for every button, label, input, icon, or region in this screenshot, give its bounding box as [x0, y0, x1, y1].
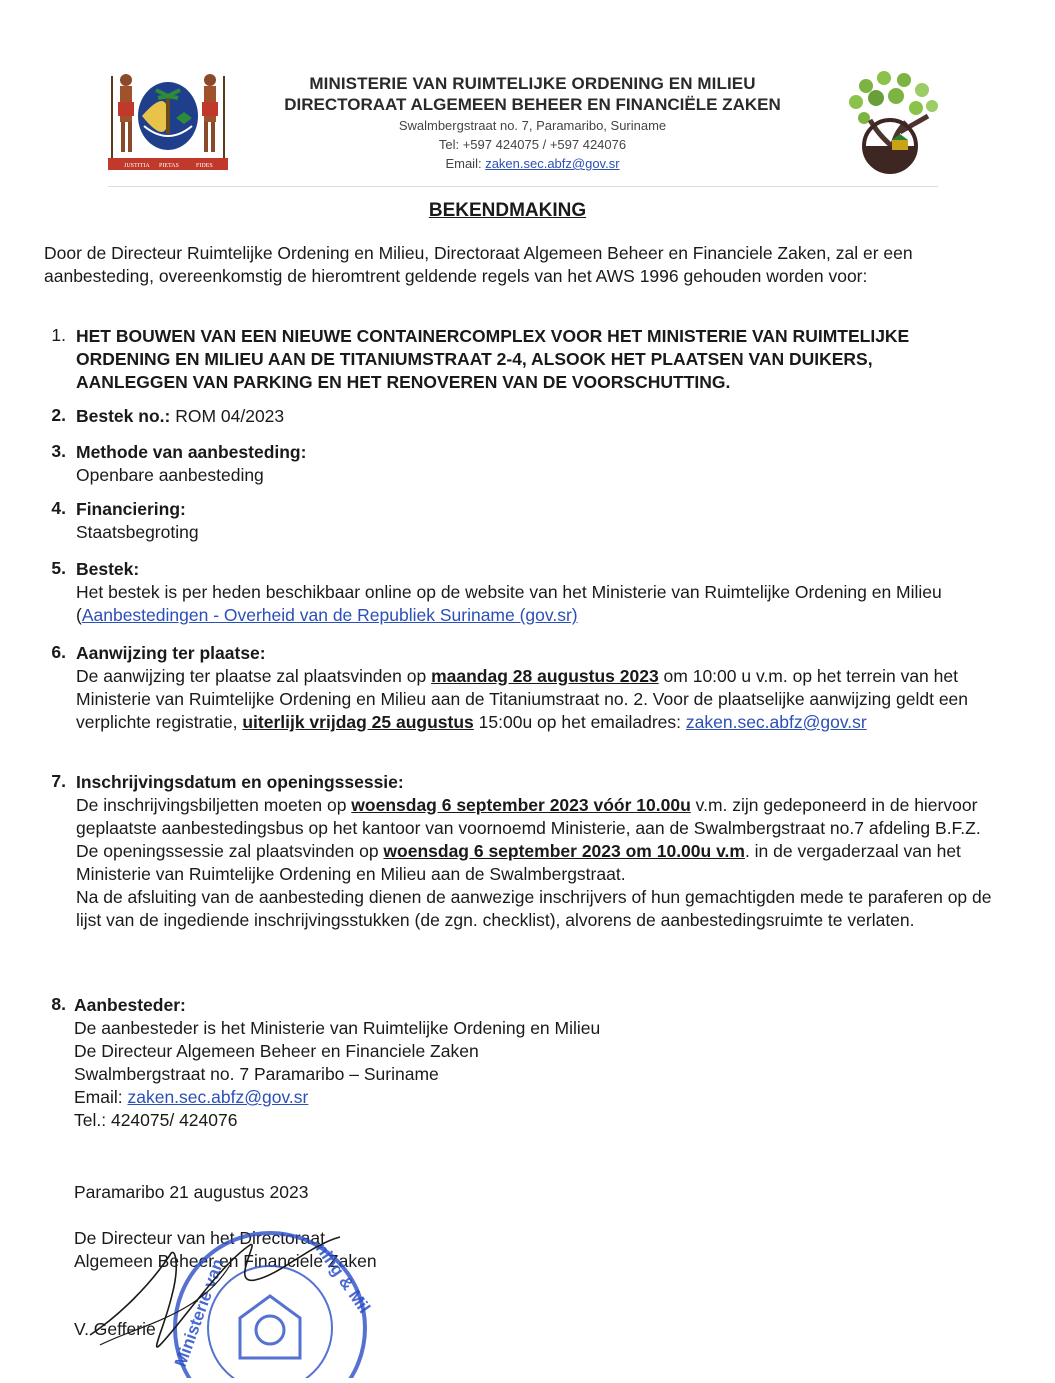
header-email-line	[255, 156, 810, 171]
item-7-text-1: De inschrijvingsbiljetten moeten op	[76, 795, 352, 815]
item-8-number: 8.	[51, 994, 66, 1014]
motto-fides: FIDES	[196, 163, 213, 169]
item-7-label: Inschrijvingsdatum en openingssessie:	[76, 772, 404, 792]
item-7-text-3: De openingssessie zal plaatsvinden op	[76, 841, 384, 861]
item-2-value: ROM 04/2023	[170, 406, 285, 426]
signature-title-1: De Directeur van het Directoraat	[74, 1228, 325, 1248]
item-6-date-2: uiterlijk vrijdag 25 augustus	[242, 712, 474, 732]
item-7-text-2: v.m. zijn gedeponeerd in de hiervoor geplaatste aanbestedingsbus op het kantoor van voornoemd Ministerie, aan de Swalmbergstraat no.7 afdeling B.F.Z.	[76, 795, 981, 838]
item-8-tel: Tel.: 424075/ 424076	[74, 1110, 238, 1130]
item-7-text	[76, 771, 996, 932]
item-6-text-3: 15:00u op het emailadres:	[473, 712, 686, 732]
item-1-number: 1.	[51, 325, 66, 345]
item-6-label: Aanwijzing ter plaatse:	[76, 643, 266, 663]
item-7-text-4: . in de vergaderzaal van het Ministerie van Ruimtelijke Ordening en Milieu aan de Swalmbergstraat.	[76, 841, 961, 884]
directorate-name: DIRECTORAAT ALGEMEEN BEHEER EN FINANCIËLE ZAKEN	[284, 95, 781, 114]
ministry-name: MINISTERIE VAN RUIMTELIJKE ORDENING EN MILIEU	[309, 74, 756, 93]
item-8-text	[74, 994, 994, 1132]
item-4-text	[76, 498, 996, 544]
item-6-number: 6.	[51, 642, 66, 662]
item-6-email-link[interactable]: zaken.sec.abfz@gov.sr	[685, 712, 867, 732]
item-6-text-2: om 10:00 u v.m. op het terrein van het Ministerie van Ruimtelijke Ordening en Milieu aan de Titaniumstraat no. 2. Voor de plaatselijke aanwijzing geldt een verplichte registratie,	[76, 666, 969, 732]
header-address: Swalmbergstraat no. 7, Paramaribo, Suriname	[398, 118, 667, 133]
item-4-number: 4.	[51, 498, 66, 518]
item-7-date-2: woensdag 6 september 2023 om 10.00u v.m	[383, 841, 745, 861]
tenders-website-link[interactable]: Aanbestedingen - Overheid van de Republiek Suriname (gov.sr)	[81, 605, 578, 625]
item-2-number: 2.	[51, 405, 66, 425]
header-block	[0, 0, 1055, 180]
page-title: BEKENDMAKING	[428, 200, 587, 221]
item-6-date-1: maandag 28 augustus 2023	[431, 666, 659, 686]
header-tel: Tel: +597 424075 / +597 424076	[438, 137, 627, 152]
item-4-label: Financiering:	[76, 499, 186, 519]
header-divider	[108, 186, 938, 187]
item-7-text-5: Na de afsluiting van de aanbesteding dienen de aanwezige inschrijvers of hun gemachtigden mede te paraferen op de lijst van de ingediende inschrijvingsstukken (de zgn. checklist), alvorens de aanbestedingsruimte te verlaten.	[76, 887, 992, 930]
item-4-value: Staatsbegroting	[76, 522, 199, 542]
item-7-number: 7.	[51, 771, 66, 791]
item-5-body: Het bestek is per heden beschikbaar online op de website van het Ministerie van Ruimtelijke Ordening en Milieu (	[76, 582, 942, 625]
item-5-number: 5.	[51, 558, 66, 578]
item-8-line-2: De Directeur Algemeen Beheer en Financiele Zaken	[74, 1041, 479, 1061]
svg-text:Ministerie van: Ministerie van	[170, 1256, 228, 1370]
signatory-name: V. Gefferie	[74, 1319, 156, 1339]
item-3-label: Methode van aanbesteding:	[76, 442, 307, 462]
item-3-value: Openbare aanbesteding	[76, 465, 264, 485]
item-7-date-1: woensdag 6 september 2023 vóór 10.00u	[351, 795, 691, 815]
handwritten-signature	[80, 1225, 380, 1370]
intro-paragraph: Door de Directeur Ruimtelijke Ordening en Milieu, Directoraat Algemeen Beheer en Financiele Zaken, zal er een aanbesteding, overeenkomstig de hieromtrent geldende regels van het AWS 1996 gehouden worden voor:	[44, 243, 913, 286]
svg-text:ning & Mil: ning & Mil	[311, 1239, 374, 1317]
item-6-text	[76, 642, 996, 734]
item-2-text	[76, 405, 996, 428]
item-6-text-1: De aanwijzing ter plaatse zal plaatsvinden op	[76, 666, 432, 686]
motto-justitia: JUSTITIA	[124, 163, 150, 169]
date-line: Paramaribo 21 augustus 2023	[74, 1182, 309, 1202]
signature-title-2: Algemeen Beheer en Financiele Zaken	[74, 1251, 377, 1271]
header-email-label: Email:	[445, 156, 486, 171]
item-8-email-label: Email:	[74, 1087, 128, 1107]
item-3-number: 3.	[51, 441, 66, 461]
header-email-link[interactable]: zaken.sec.abfz@gov.sr	[485, 156, 620, 171]
item-8-label: Aanbesteder:	[74, 995, 186, 1015]
motto-pietas: PIETAS	[159, 163, 179, 169]
item-1-heading: HET BOUWEN VAN EEN NIEUWE CONTAINERCOMPLEX VOOR HET MINISTERIE VAN RUIMTELIJKE ORDENING EN MILIEU AAN DE TITANIUMSTRAAT 2-4, ALSOOK HET PLAATSEN VAN DUIKERS, AANLEGGEN VAN PARKING EN HET RENOVEREN VAN DE VOORSCHUTTING	[76, 326, 910, 392]
item-5-text	[76, 558, 996, 627]
item-3-text	[76, 441, 996, 487]
item-5-label: Bestek:	[76, 559, 140, 579]
item-1-text: HET BOUWEN VAN EEN NIEUWE CONTAINERCOMPLEX VOOR HET MINISTERIE VAN RUIMTELIJKE ORDENING EN MILIEU AAN DE TITANIUMSTRAAT 2-4, ALSOOK HET PLAATSEN VAN DUIKERS, AANLEGGEN VAN PARKING EN HET RENOVEREN VAN DE VOORSCHUTTING.	[76, 326, 910, 392]
item-8-email-link[interactable]: zaken.sec.abfz@gov.sr	[127, 1087, 309, 1107]
item-8-line-3: Swalmbergstraat no. 7 Paramaribo – Suriname	[74, 1064, 439, 1084]
item-8-line-1: De aanbesteder is het Ministerie van Ruimtelijke Ordening en Milieu	[74, 1018, 601, 1038]
item-2-label: Bestek no.:	[76, 406, 171, 426]
